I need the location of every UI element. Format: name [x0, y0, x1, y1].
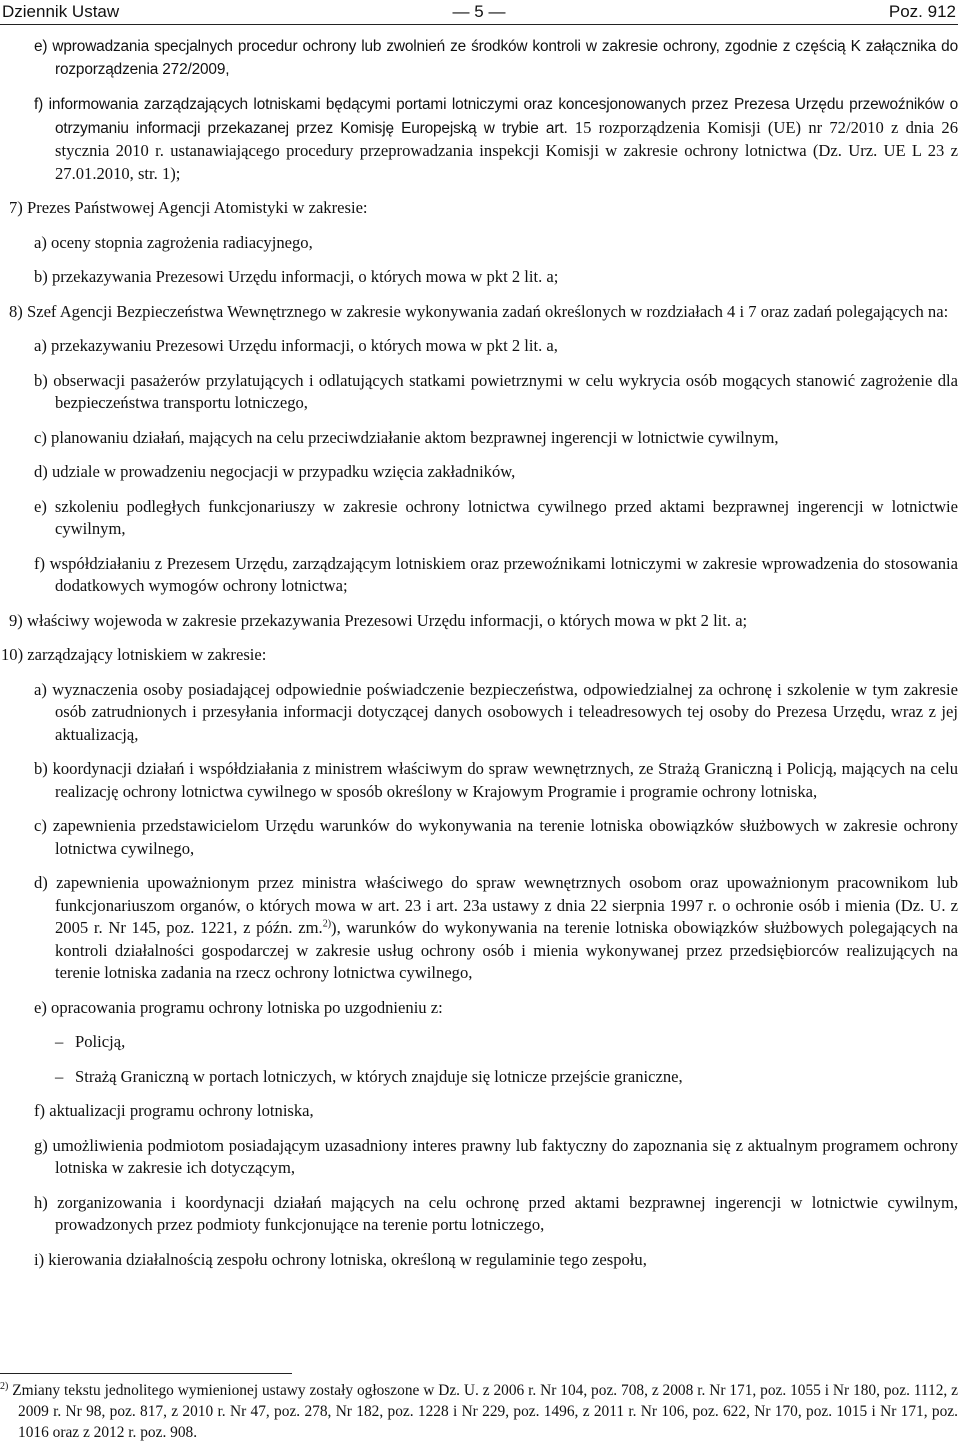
list-item: d) udziale w prowadzeniu negocjacji w przypadku wzięcia zakładników,: [34, 462, 516, 481]
list-item: 9) właściwy wojewoda w zakresie przekazywania Prezesowi Urzędu informacji, o których mowa w pkt 2 lit. a;: [9, 610, 748, 630]
list-item: a) przekazywaniu Prezesowi Urzędu informacji, o których mowa w pkt 2 lit. a,: [34, 336, 558, 355]
list-item: d) zapewnienia upoważnionym przez ministra właściwego do spraw wewnętrznych osobom oraz upoważnionym pracownikom lub funkcjonariuszom organów, o których mowa w art. 23 i art. 23a ustawy z dnia 22 sierpnia 1997 r. o ochronie osób i mienia (Dz. U. z 2005 r. Nr 145, poz. 1221, z późn. zm.$^{2)}$), warunków do wykonywania na terenie lotniska obowiązków służbowych polegających na kontroli działalności gospodarczej w zakresie usług ochrony osób i mienia wykonywanej przez przedsiębiorców realizujących na terenie lotniska zadania na rzecz ochrony lotnictwa cywilnego,: [34, 873, 958, 982]
list-item: e) szkoleniu podległych funkcjonariuszy w zakresie ochrony lotnictwa cywilnego przed aktami bezprawnej ingerencji w lotnictwie cywilnym,: [34, 496, 958, 538]
list-item: c) planowaniu działań, mających na celu przeciwdziałanie aktom bezprawnej ingerencji w lotnictwie cywilnym,: [34, 427, 779, 447]
list-item: f) współdziałaniu z Prezesem Urzędu, zarządzającym lotniskiem oraz przewoźnikami lotniczymi w zakresie wprowadzenia do stosowania dodatkowych wymogów ochrony lotnictwa;: [34, 553, 958, 595]
document-body: [0, 36, 958, 1283]
list-item: b) obserwacji pasażerów przylatujących i odlatujących statkami powietrznymi w celu wykrycia osób mogących stanowić zagrożenie dla bezpieczeństwa transportu lotniczego,: [34, 370, 958, 412]
list-item: 7) Prezes Państwowej Agencji Atomistyki w zakresie:: [9, 198, 368, 217]
list-item: – Strażą Graniczną w portach lotniczych, w których znajduje się lotnicze przejście graniczne,: [0, 1066, 958, 1089]
list-item: g) umożliwienia podmiotom posiadającym uzasadniony interes prawny lub faktyczny do zapoznania się z aktualnym programem ochrony lotniska w zakresie ich dotyczącym,: [34, 1135, 958, 1177]
list-item: b) koordynacji działań i współdziałania z ministrem właściwym do spraw wewnętrznych, ze Strażą Graniczną i Policją, mających na celu realizację ochrony lotnictwa cywilnego w sposób określony w Krajowym Programie i programie ochrony lotniska,: [34, 759, 958, 801]
list-item: h) zorganizowania i koordynacji działań mających na celu ochronę przed aktami bezprawnej ingerencji w lotnictwie cywilnym, prowadzonych przez podmioty funkcjonujące na terenie portu lotniczego,: [34, 1192, 958, 1234]
list-item: i) kierowania działalnością zespołu ochrony lotniska, określoną w regulaminie tego zespołu,: [34, 1249, 647, 1269]
footnote-marker: 2): [0, 1380, 9, 1392]
dash-marker: –: [55, 1066, 64, 1086]
footnote-text: Zmiany tekstu jednolitego wymienionej ustawy zostały ogłoszone w Dz. U. z 2006 r. Nr 104, poz. 708, z 2008 r. Nr 171, poz. 1055 i Nr 180, poz. 1112, z 2009 r. Nr 98, poz. 817, z 2010 r. Nr 47, poz. 278, Nr 182, poz. 1228 i Nr 229, poz. 1496, z 2011 r. Nr 106, poz. 622, Nr 170, poz. 1015 i Nr 171, poz. 1016 oraz z 2012 r. poz. 908.: [12, 1382, 958, 1441]
page-header: [0, 0, 958, 25]
footnote-reference: 2): [322, 918, 332, 930]
list-item: – Policją,: [0, 1031, 958, 1054]
list-item: b) przekazywania Prezesowi Urzędu informacji, o których mowa w pkt 2 lit. a;: [34, 267, 559, 286]
dash-marker: –: [55, 1032, 64, 1051]
list-item: 10) zarządzający lotniskiem w zakresie:: [1, 645, 267, 664]
list-item: e) wprowadzania specjalnych procedur ochrony lub zwolnień ze środków kontroli w zakresie ochrony, zgodnie z częścią K załącznika do rozporządzenia 272/2009,: [34, 38, 958, 78]
list-item: f) informowania zarządzających lotniskami będącymi portami lotniczymi oraz koncesjonowanych przez Prezesa Urzędu przewoźników o otrzymaniu informacji przekazanej przez Komisję Europejską w trybie art. 15 rozporządzenia Komisji (UE) nr 72/2010 z dnia 26 stycznia 2010 r. ustanawiającego procedury przeprowadzania inspekcji Komisji w zakresie ochrony lotnictwa (Dz. Urz. UE L 23 z 27.01.2010, str. 1);: [34, 96, 958, 183]
list-item: a) oceny stopnia zagrożenia radiacyjnego,: [34, 232, 313, 252]
page-number: — 5 —: [452, 2, 506, 21]
list-item: f) aktualizacji programu ochrony lotniska,: [34, 1101, 314, 1120]
footnote-divider: [0, 1373, 292, 1374]
list-item: a) wyznaczenia osoby posiadającej odpowiednie poświadczenie bezpieczeństwa, odpowiedzialnej za ochronę i szkolenie w tym zakresie osób zatrudnionych i przesyłania informacji dotyczącej danych osobowych i teleadresowych tej osoby do Prezesa Urzędu, wraz z jej aktualizacją,: [34, 679, 958, 744]
footnote: [0, 1380, 958, 1443]
list-item: c) zapewnienia przedstawicielom Urzędu warunków do wykonywania na terenie lotniska obowiązków służbowych w zakresie ochrony lotnictwa cywilnego,: [34, 816, 958, 858]
journal-title: Dziennik Ustaw: [2, 2, 120, 21]
list-item: e) opracowania programu ochrony lotniska po uzgodnieniu z:: [34, 997, 443, 1017]
position-number: Poz. 912: [888, 2, 956, 21]
list-item: 8) Szef Agencji Bezpieczeństwa Wewnętrznego w zakresie wykonywania zadań określonych w rozdziałach 4 i 7 oraz zadań polegających na:: [9, 301, 949, 321]
